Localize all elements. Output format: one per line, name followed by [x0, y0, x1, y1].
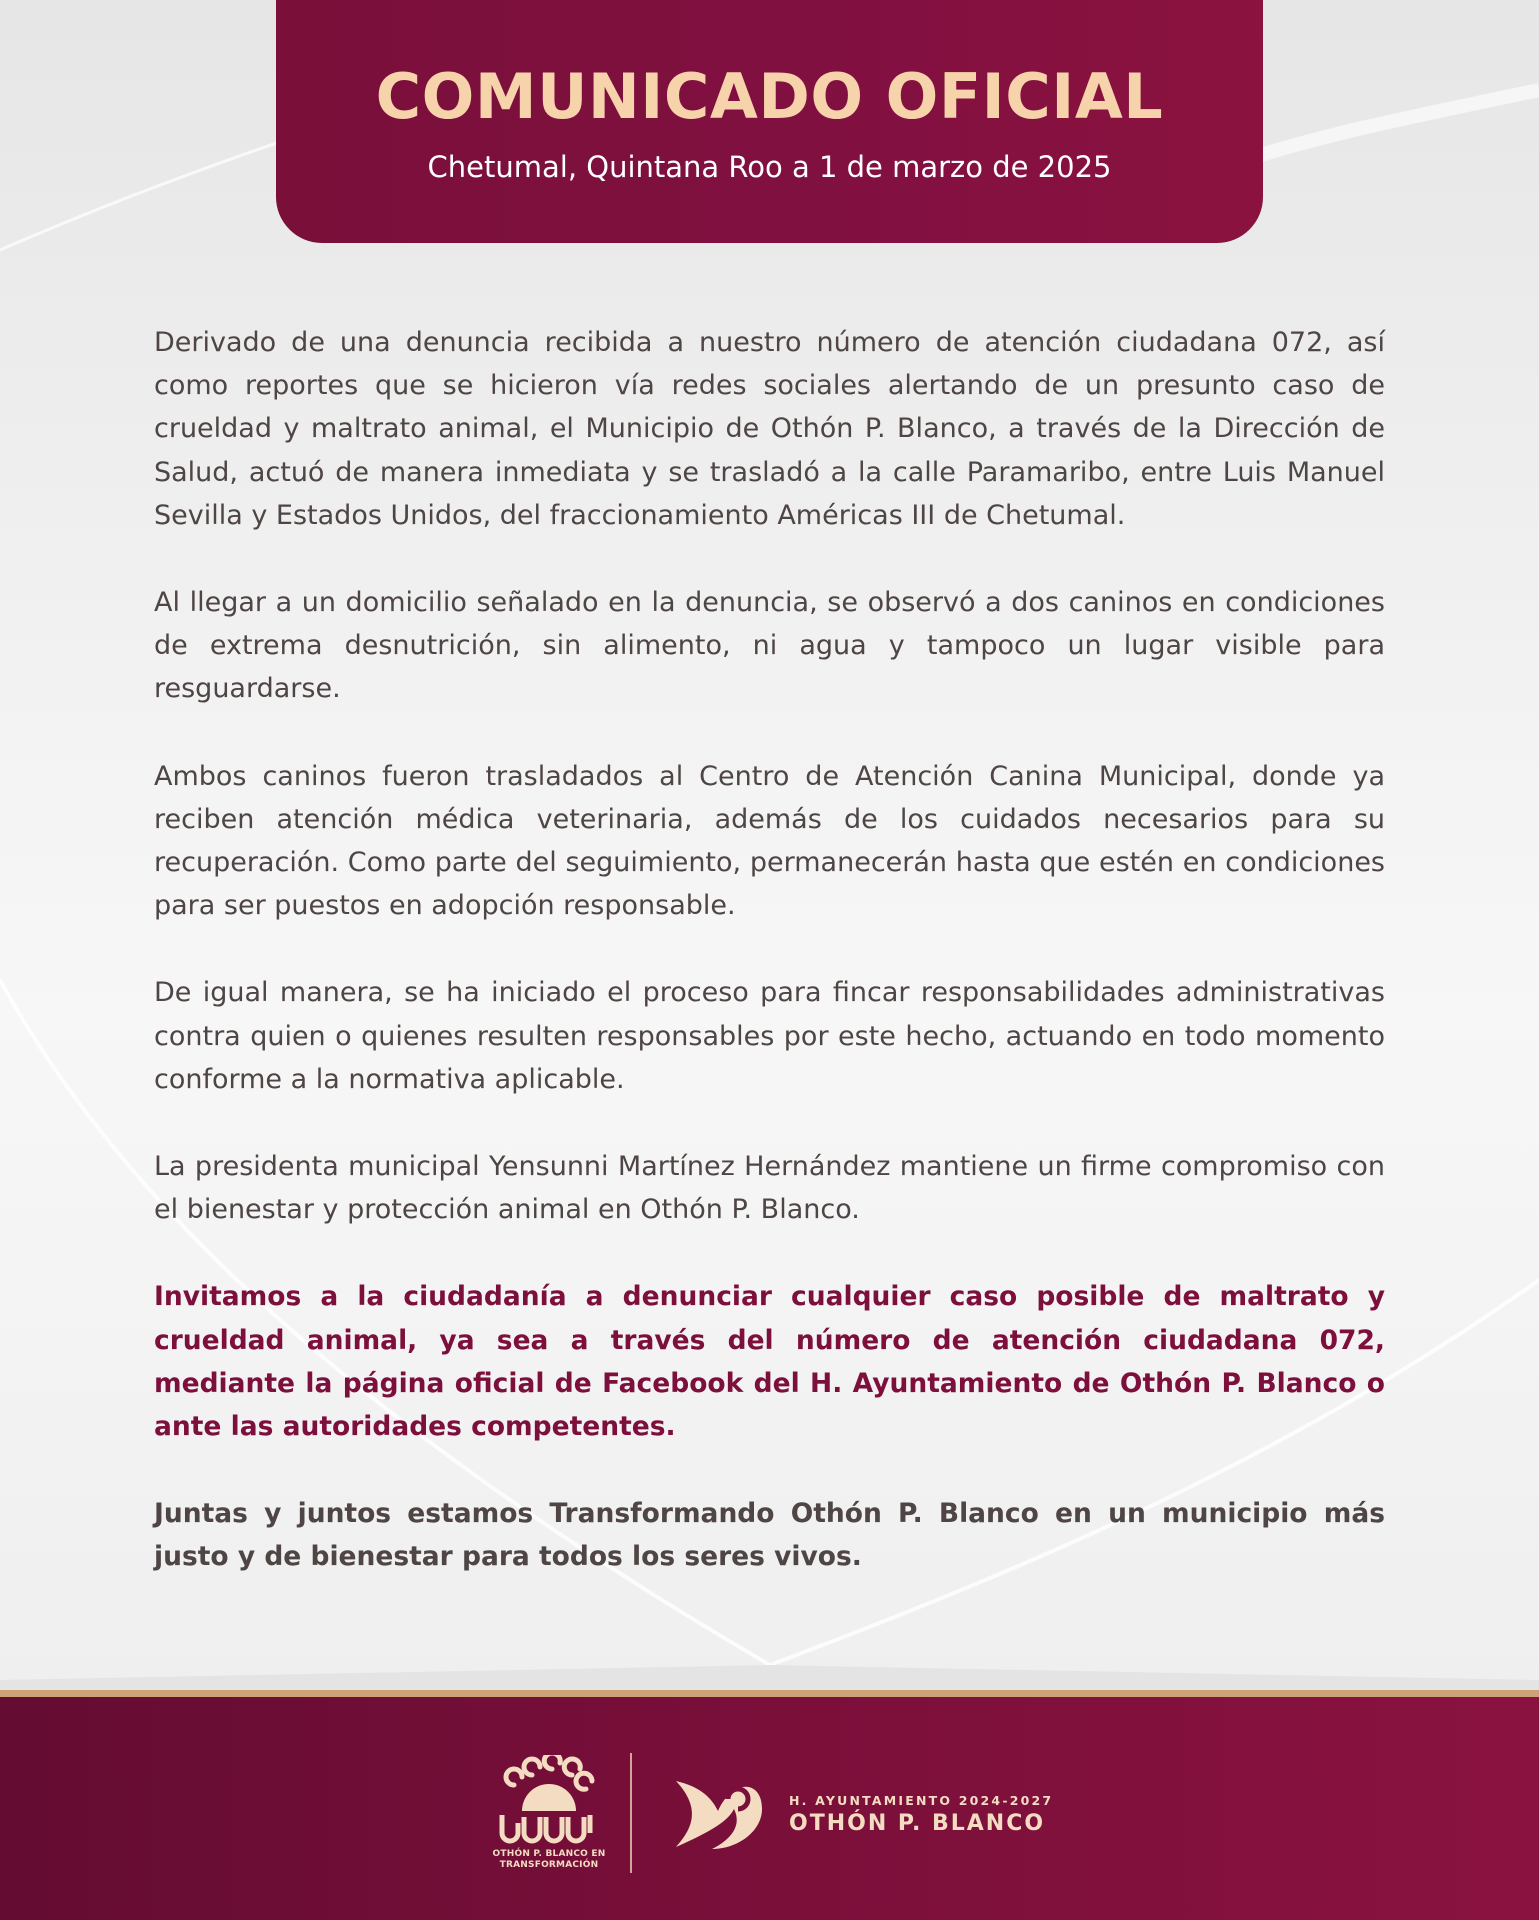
page-title: COMUNICADO OFICIAL: [375, 60, 1164, 133]
ayuntamiento-label: H. AYUNTAMIENTO 2024-2027: [789, 1793, 1054, 1808]
footer-divider: [630, 1753, 632, 1873]
header-banner: [276, 0, 1263, 243]
dateline: Chetumal, Quintana Roo a 1 de marzo de 2025: [427, 150, 1112, 184]
left-logo-text: OTHÓN P. BLANCO EN TRANSFORMACIÓN: [492, 1849, 606, 1870]
paragraph: La presidenta municipal Yensunni Martínez Hernández mantiene un firme compromiso con el bienestar y protección animal en Othón P. Blanco.: [154, 1151, 1385, 1226]
paragraph: Al llegar a un domicilio señalado en la denuncia, se observó a dos caninos en condiciones de extrema desnutrición, sin alimento, ni agua y tampoco un lugar visible para resguardarse.: [154, 587, 1385, 705]
ayuntamiento-emblem-icon: [672, 1769, 764, 1853]
invitation-paragraph: Invitamos a la ciudadanía a denunciar cualquier caso posible de maltrato y crueldad animal, ya sea a través del número de atención ciudadana 072, mediante la página oficial de Facebook del H. Ayuntamiento de Othón P. Blanco o ante las autoridades competentes.: [154, 1281, 1385, 1443]
municipio-label: OTHÓN P. BLANCO: [789, 1811, 1046, 1836]
paragraph: Ambos caninos fueron trasladados al Centro de Atención Canina Municipal, donde ya reciben atención médica veterinaria, además de los cuidados necesarios para su recuperación. Como parte del seguimiento, permanecerán hasta que estén en condiciones para ser puestos en adopción responsable.: [154, 760, 1385, 922]
statement-body: [154, 321, 1385, 1623]
municipal-emblem-icon: [494, 1755, 604, 1847]
paragraph: Derivado de una denuncia recibida a nuestro número de atención ciudadana 072, así como reportes que se hicieron vía redes sociales alertando de un presunto caso de crueldad y maltrato animal, el Municipio de Othón P. Blanco, a través de la Dirección de Salud, actuó de manera inmediata y se trasladó a la calle Paramaribo, entre Luis Manuel Sevilla y Estados Unidos, del fraccionamiento Américas III de Chetumal.: [154, 327, 1385, 531]
paragraph: De igual manera, se ha iniciado el proceso para fincar responsabilidades administrativas contra quien o quienes resulten responsables por este hecho, actuando en todo momento conforme a la normativa aplicable.: [154, 977, 1385, 1095]
footer: [0, 1690, 1539, 1920]
closing-paragraph: Juntas y juntos estamos Transformando Othón P. Blanco en un municipio más justo y de bienestar para todos los seres vivos.: [154, 1498, 1385, 1573]
